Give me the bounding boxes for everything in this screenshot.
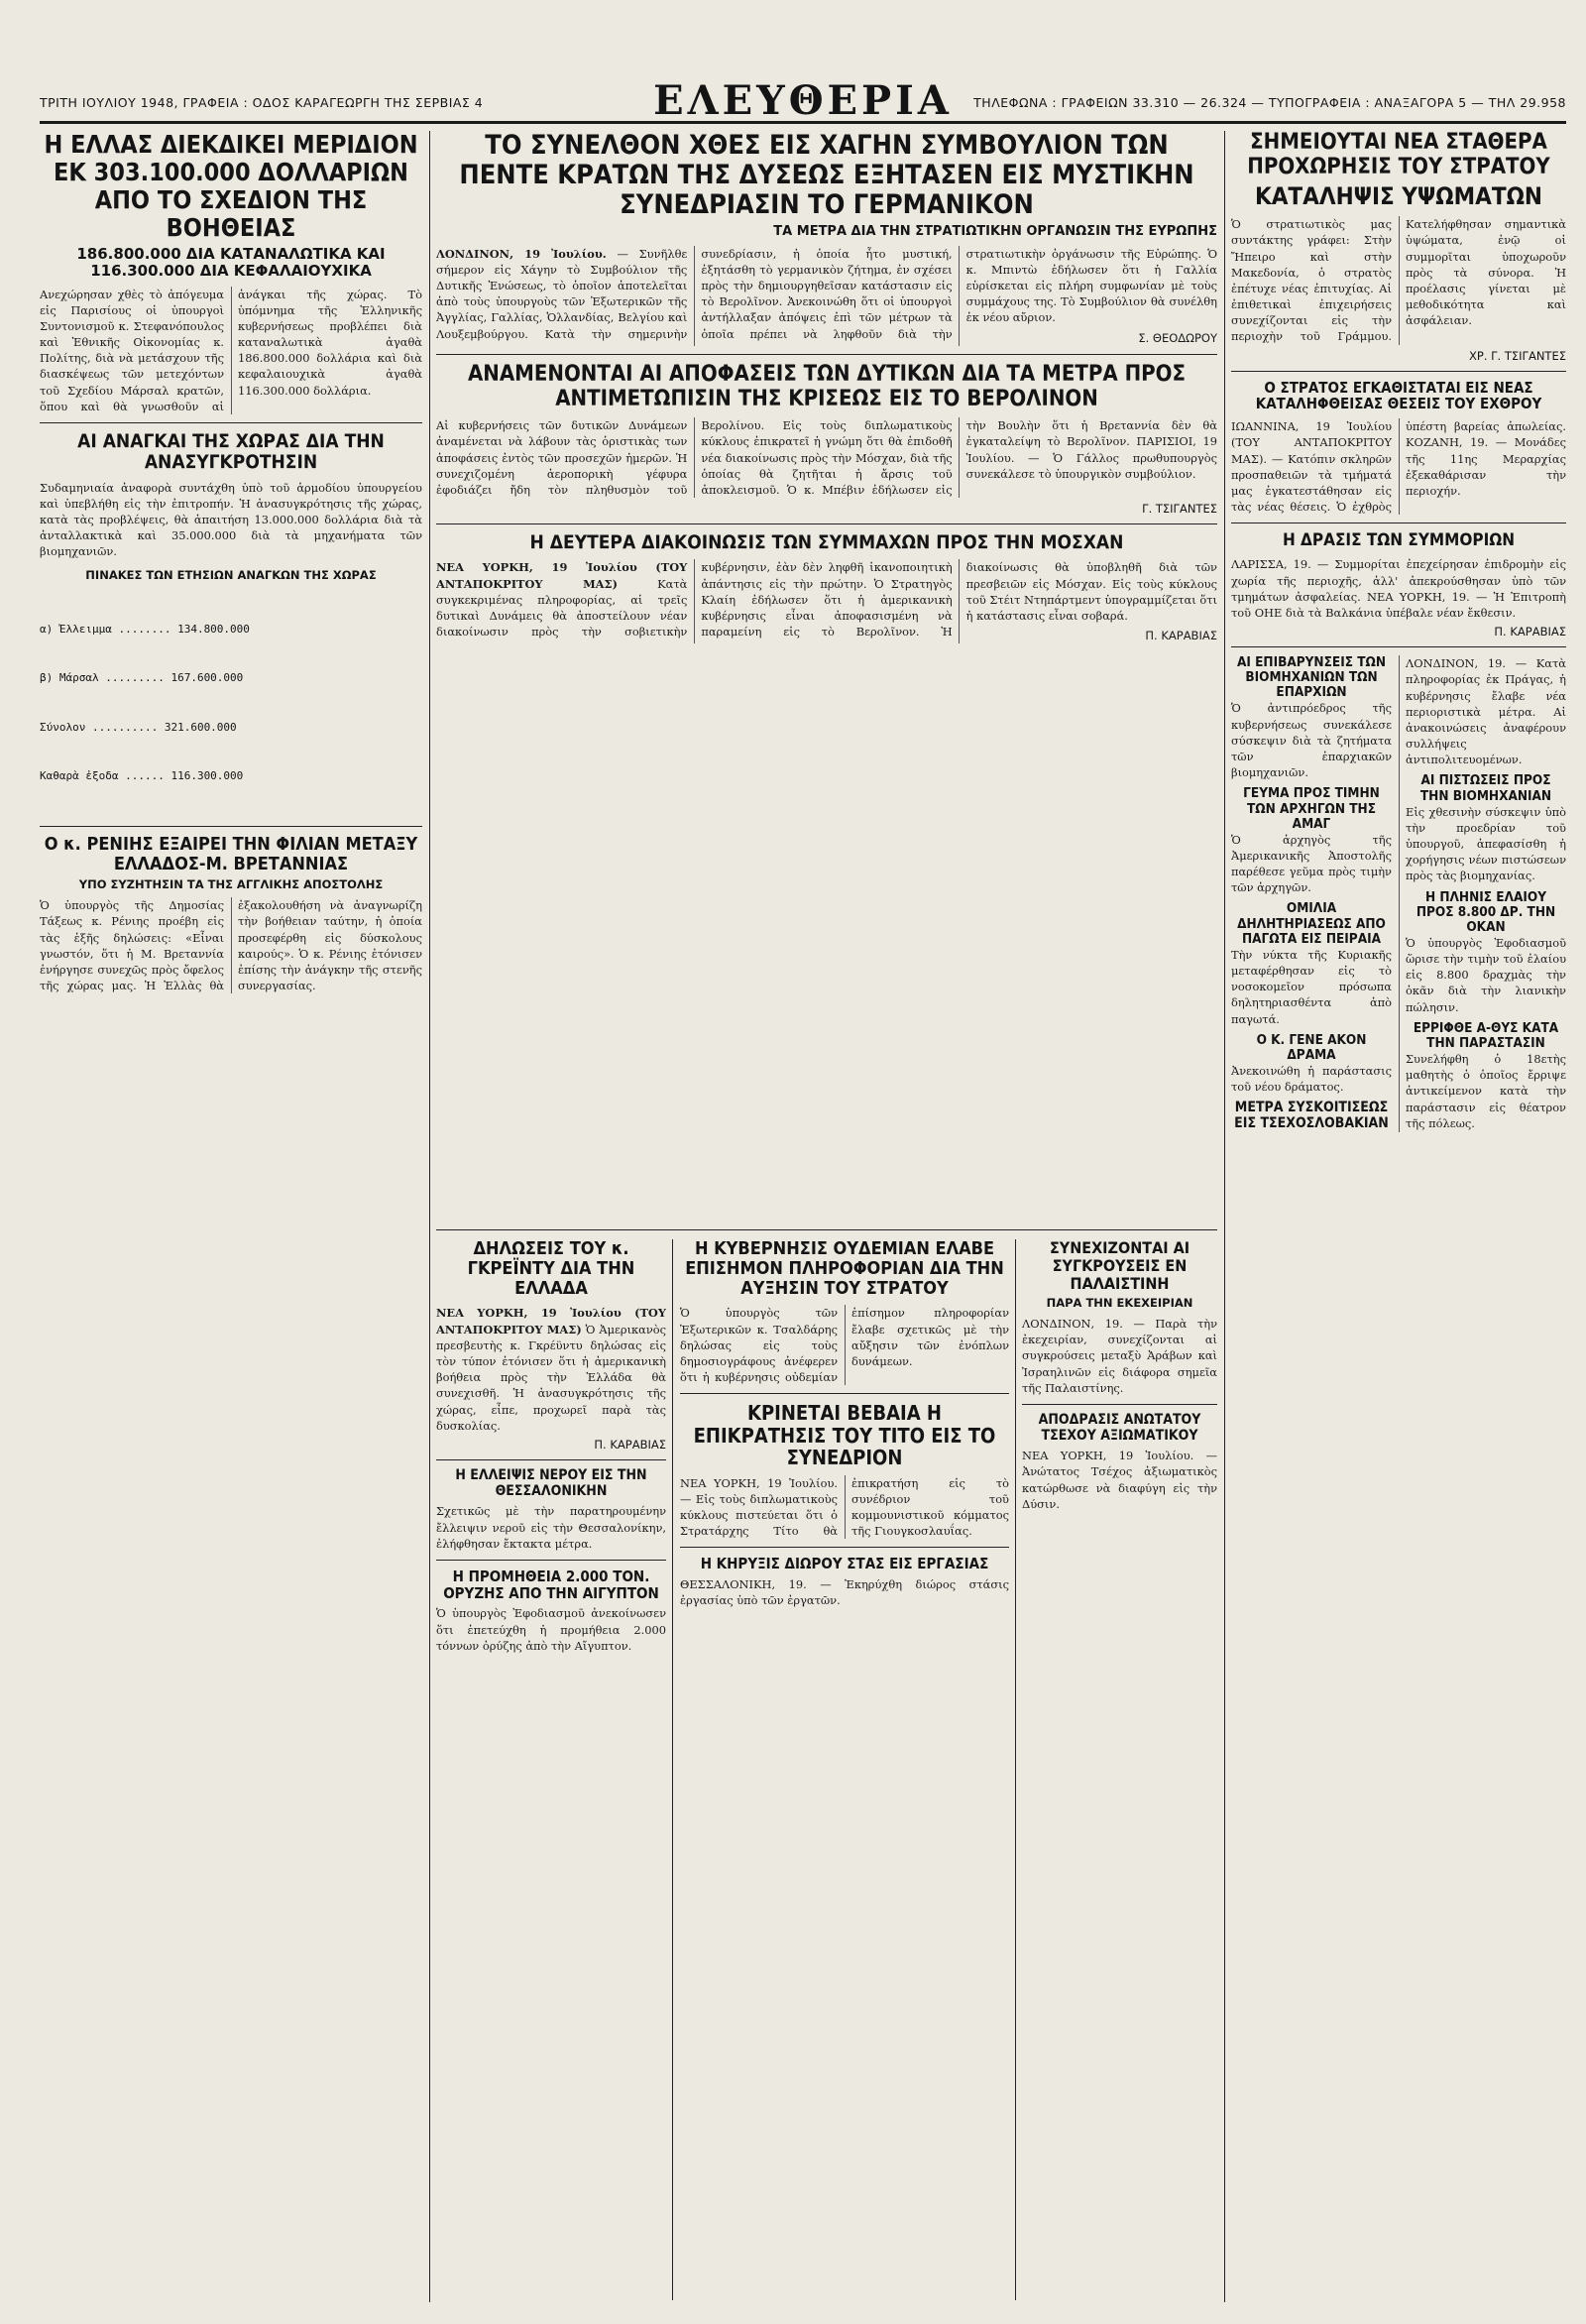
- headline-country-needs: ΑΙ ΑΝΑΓΚΑΙ ΤΗΣ ΧΩΡΑΣ ΔΙΑ ΤΗΝ ΑΝΑΣΥΓΚΡΟΤΗΣΙΝ: [77, 430, 385, 474]
- headline-amag-dinner: ΓΕΥΜΑ ΠΡΟΣ ΤΙΜΗΝ ΤΩΝ ΑΡΧΗΓΩΝ ΤΗΣ ΑΜΑΓ: [1243, 785, 1380, 832]
- headline-theatre-incident: ΕΡΡΙΦΘΕ Α-ΘΥΣ ΚΑΤΑ ΤΗΝ ΠΑΡΑΣΤΑΣΙΝ: [1413, 1019, 1559, 1051]
- article-drama: Ἀνεκοινώθη ἡ παράστασις τοῦ νέου δράματος.: [1231, 1063, 1392, 1095]
- masthead-phones: ΤΗΛΕΦΩΝΑ : ΓΡΑΦΕΙΩΝ 33.310 — 26.324 — ΤΥΠΟΓΡΑΦΕΙΑ : ΑΝΑΞΑΓΟΡΑ 5 — ΤΗΛ 29.958: [973, 95, 1566, 110]
- masthead: [40, 69, 1566, 124]
- headline-icecream-poisoning: ΟΜΙΛΙΑ ΔΗΛΗΤΗΡΙΑΣΕΩΣ ΑΠΟ ΠΑΓΩΤΑ ΕΙΣ ΠΕΙΡΑΙΑ: [1237, 900, 1386, 947]
- article-army-advance: Ὁ στρατιωτικὸς μας συντάκτης γράφει: Στὴν Ἤπειρο καὶ στὴν Μακεδονία, ὁ στρατὸς ἐπέτυχε νέας ἐπιτυχίας. Αἱ ἐπιθετικαὶ ἐπιχειρήσεις συνεχίζονται εἰς τὴν περιοχὴν τοῦ Γράμμου. Κατελήφθησαν σημαντικὰ ὑψώματα, ἐνῷ οἱ συμμορῖται ὑποχωροῦν πρὸς τὰ σύνορα. Ἡ προέλασις γίνεται μὲ μεθοδικότητα καὶ ἀσφάλειαν.: [1231, 217, 1566, 344]
- masthead-date-address: ΤΡΙΤΗ ΙΟΥΛΙΟΥ 1948, ΓΡΑΦΕΙΑ : ΟΔΟΣ ΚΑΡΑΓΕΩΡΓΗ ΤΗΣ ΣΕΡΒΙΑΣ 4: [40, 95, 484, 110]
- dateline: ΝΕΑ ΥΟΡΚΗ, 19 Ἰουλίου (ΤΟΥ ΑΝΤΑΠΟΚΡΙΤΟΥ ΜΑΣ): [436, 1306, 666, 1336]
- headline-industry-credits: ΑΙ ΠΙΣΤΩΣΕΙΣ ΠΡΟΣ ΤΗΝ ΒΙΟΜΗΧΑΝΙΑΝ: [1419, 772, 1552, 804]
- column-rule: [429, 131, 430, 2302]
- article-icecream-poisoning: Τὴν νύκτα τῆς Κυριακῆς μεταφέρθησαν εἰς τὸ νοσοκομεῖον πρόσωπα δηλητηριασθέντα ἀπὸ παγωτά.: [1231, 947, 1392, 1026]
- article-text: Ὁ Ἀμερικανὸς πρεσβευτὴς κ. Γκρέϋντυ δηλώσας εἰς τὸν τύπον ἐτόνισεν ὅτι ἡ ἀμερικανικὴ βοήθεια πρὸς τὴν Ἑλλάδα θὰ συνεχισθῆ. Ἡ ἀνασυγκρότησις τῆς χώρας, εἶπε, προχωρεῖ παρὰ τὰς δυσκολίας.: [436, 1322, 666, 1433]
- headline-hague-council: ΤΟ ΣΥΝΕΛΘΟΝ ΧΘΕΣ ΕΙΣ ΧΑΓΗΝ ΣΥΜΒΟΥΛΙΟΝ ΤΩΝ ΠΕΝΤΕ ΚΡΑΤΩΝ ΤΗΣ ΔΥΣΕΩΣ ΕΞΗΤΑΣΕΝ ΕΙΣ ΜΥΣΤΙΚΗΝ ΣΥΝΕΔΡΙΑΣΙΝ ΤΟ ΓΕΡΜΑΝΙΚΟΝ: [459, 131, 1194, 221]
- article-amag-dinner: Ὁ ἀρχηγὸς τῆς Ἀμερικανικῆς Ἀποστολῆς παρέθεσε γεῦμα πρὸς τιμὴν τῶν ἀρχηγῶν.: [1231, 832, 1392, 895]
- headline-water-shortage: Η ΕΛΛΕΙΨΙΣ ΝΕΡΟΥ ΕΙΣ ΤΗΝ ΘΕΣΣΑΛΟΝΙΚΗΝ: [455, 1466, 647, 1499]
- table-row: Σύνολον .......... 321.600.000: [40, 720, 237, 734]
- table-row: β) Μάρσαλ ......... 167.600.000: [40, 671, 244, 685]
- subhead-british-mission: ΥΠΟ ΣΥΖΗΤΗΣΙΝ ΤΑ ΤΗΣ ΑΓΓΛΙΚΗΣ ΑΠΟΣΤΟΛΗΣ: [78, 877, 384, 891]
- article-oil-price: Ὁ ὑπουργὸς Ἐφοδιασμοῦ ὥρισε τὴν τιμὴν τοῦ ἐλαίου εἰς 8.800 δραχμὰς τὴν ὀκᾶν διὰ τὴν λιανικὴν πώλησιν.: [1406, 935, 1566, 1014]
- article-hague: [436, 246, 1217, 346]
- divider: [1022, 1404, 1217, 1405]
- headline-rice-supply: Η ΠΡΟΜΗΘΕΙΑ 2.000 ΤΟΝ. ΟΡΥΖΗΣ ΑΠΟ ΤΗΝ ΑΙΓΥΠΤΟΝ: [443, 1567, 659, 1602]
- headline-army-advance: ΣΗΜΕΙΟΥΤΑΙ ΝΕΑ ΣΤΑΘΕΡΑ ΠΡΟΧΩΡΗΣΙΣ ΤΟΥ ΣΤΡΑΤΟΥ: [1247, 131, 1550, 179]
- divider: [40, 826, 422, 827]
- article-text: Κατὰ συγκεκριμένας πληροφορίας, αἱ τρεῖς δυτικαὶ Δυνάμεις θὰ ἀποστείλουν νέαν διακοίνωσιν πρὸς τὴν σοβιετικὴν κυβέρνησιν, ἐὰν δὲν ληφθῆ ἱκανοποιητικὴ ἀπάντησις εἰς τὴν πρώτην. Ὁ Στρατηγὸς Κλαίη ἐδήλωσεν ὅτι ἡ ἀμερικανικὴ κυβέρνησις εἶναι ἀποφασισμένη νὰ παραμείνη εἰς τὸ Βερολῖνον. Ἡ διακοίνωσις θὰ ὑποβληθῆ διὰ τῶν πρεσβειῶν εἰς Μόσχαν. Εἰς τοὺς κύκλους τοῦ Στέιτ Ντηπάρτμεντ ὑπογραμμίζεται ὅτι ἡ κατάστασις εἶναι σοβαρά.: [436, 560, 1217, 639]
- table-row: Καθαρὰ ἐξοδα ...... 116.300.000: [40, 769, 244, 783]
- article-text: — Συνῆλθε σήμερον εἰς Χάγην τὸ Συμβούλιον τῆς Δυτικῆς Ἑνώσεως, τὸ ὁποῖον ἀποτελεῖται ἀπὸ τοὺς ὑπουργοὺς τῶν Ἐξωτερικῶν τῆς Ἀγγλίας, Γαλλίας, Ὁλλανδίας, Βελγίου καὶ Λουξεμβούργου. Κατὰ τὴν σημερινὴν συνεδρίασιν, ἡ ὁποία ἦτο μυστική, ἐξητάσθη τὸ γερμανικὸν ζήτημα, ἐν σχέσει πρὸς τὴν δημιουργηθεῖσαν κατάστασιν εἰς τὸ Βερολῖνον. Ἀνεκοινώθη ὅτι οἱ ὑπουργοὶ ἀντήλλαξαν ἀπόψεις ἐπὶ τῶν μέτρων τὰ ὁποῖα πρέπει νὰ ληφθοῦν διὰ τὴν στρατιωτικὴν ὀργάνωσιν τῆς Εὐρώπης. Ὁ κ. Μπιντὼ ἐδήλωσεν ὅτι ἡ Γαλλία εὑρίσκεται εἰς πλήρη συμφωνίαν μὲ τοὺς συμμάχους της. Τὸ Συμβούλιον θὰ συνέλθη ἐκ νέου αὔριον.: [436, 246, 1217, 341]
- headline-army-increase: Η ΚΥΒΕΡΝΗΣΙΣ ΟΥΔΕΜΙΑΝ ΕΛΑΒΕ ΕΠΙΣΗΜΟΝ ΠΛΗΡΟΦΟΡΙΑΝ ΔΙΑ ΤΗΝ ΑΥΞΗΣΙΝ ΤΟΥ ΣΤΡΑΤΟΥ: [685, 1239, 1004, 1300]
- left-column: [40, 131, 422, 2302]
- headline-greece-claims: Η ΕΛΛΑΣ ΔΙΕΚΔΙΚΕΙ ΜΕΡΙΔΙΟΝ ΕΚ 303.100.000 ΔΟΛΛΑΡΙΩΝ ΑΠΟ ΤΟ ΣΧΕΔΙΟΝ ΤΗΣ ΒΟΗΘΕΙΑΣ: [44, 131, 418, 242]
- headline-czech-officer: ΑΠΟΔΡΑΣΙΣ ΑΝΩΤΑΤΟΥ ΤΣΕΧΟΥ ΑΞΙΩΜΑΤΙΚΟΥ: [1038, 1411, 1201, 1444]
- bottom-right-block: [1022, 1239, 1217, 2300]
- divider: [436, 523, 1217, 524]
- headline-army-positions: Ο ΣΤΡΑΤΟΣ ΕΓΚΑΘΙΣΤΑΤΑΙ ΕΙΣ ΝΕΑΣ ΚΑΤΑΛΗΦΘΕΙΣΑΣ ΘΕΣΕΙΣ ΤΟΥ ΕΧΘΡΟΥ: [1255, 378, 1542, 413]
- article-grady: [436, 1305, 666, 1434]
- article-water-shortage: Σχετικῶς μὲ τὴν παρατηρουμένην ἔλλειψιν νεροῦ εἰς τὴν Θεσσαλονίκην, ἐλήφθησαν ἔκτακτα μέτρα.: [436, 1504, 666, 1551]
- divider: [1231, 371, 1566, 372]
- article-berlin: Αἱ κυβερνήσεις τῶν δυτικῶν Δυνάμεων ἀναμένεται νὰ λάβουν τὰς ὁριστικὰς των ἀποφάσεις ἐντὸς τῶν προσεχῶν ἡμερῶν. Ἡ συνεχιζομένη ἀεροπορικὴ γέφυρα ἐφοδιάζει ἤδη τὸν πληθυσμὸν τοῦ Βερολίνου. Εἰς τοὺς διπλωματικοὺς κύκλους ἐπικρατεῖ ἡ γνώμη ὅτι θὰ ἐπιδοθῆ νέα διακοίνωσις πρὸς τὴν Μόσχαν, διὰ τῆς ὁποίας θὰ ζητῆται ἡ ἄρσις τοῦ ἀποκλεισμοῦ. Ὁ κ. Μπέβιν ἐδήλωσεν εἰς τὴν Βουλὴν ὅτι ἡ Βρεταννία δὲν θὰ ἐγκαταλείψη τὸ Βερολῖνον. ΠΑΡΙΣΙΟΙ, 19 Ἰουλίου. — Ὁ Γάλλος πρωθυπουργὸς συνεκάλεσε τὸ ὑπουργικὸν συμβούλιον.: [436, 418, 1217, 497]
- divider: [1231, 646, 1566, 647]
- column-rule: [1015, 1239, 1016, 2300]
- article-greece-aid: Ανεχώρησαν χθὲς τὸ ἀπόγευμα εἰς Παρισίους οἱ ὑπουργοὶ Συντονισμοῦ κ. Στεφανόπουλος καὶ Ἐθνικῆς Οἰκονομίας κ. Πολίτης, διὰ νὰ μετάσχουν τῆς διασκέψεως τῶν μετεχόντων τοῦ Σχεδίου Μάρσαλ κρατῶν, ὅπου καὶ θὰ γνωσθοῦν αἱ ἀνάγκαι τῆς χώρας. Τὸ ὑπόμνημα τῆς Ἑλληνικῆς κυβερνήσεως προβλέπει διὰ καταναλωτικὰ ἀγαθὰ 186.800.000 δολλάρια καὶ διὰ κεφαλαιουχικὰ ἀγαθὰ 116.300.000 δολλάρια.: [40, 287, 422, 413]
- article-reconstruction: Συδαμηνιαία ἀναφορὰ συντάχθη ὑπὸ τοῦ ἁρμοδίου ὑπουργείου καὶ ὑπεβλήθη εἰς τὴν ἐπιτροπήν. Ἡ ἀνασυγκρότησις τῆς χώρας, κατὰ τὰς προβλέψεις, θὰ ἀπαιτήση 13.000.000 δολλάρια διὰ τὰ ἀνταλλακτικὰ καὶ 35.000.000 διὰ τὰ μηχανήματα τῶν βιομηχανιῶν.: [40, 480, 422, 559]
- headline-allied-note: Η ΔΕΥΤΕΡΑ ΔΙΑΚΟΙΝΩΣΙΣ ΤΩΝ ΣΥΜΜΑΧΩΝ ΠΡΟΣ ΤΗΝ ΜΟΣΧΑΝ: [529, 531, 1124, 554]
- bottom-left-block: [436, 1239, 666, 2300]
- headline-berlin-crisis: ΑΝΑΜΕΝΟΝΤΑΙ ΑΙ ΑΠΟΦΑΣΕΙΣ ΤΩΝ ΔΥΤΙΚΩΝ ΔΙΑ ΤΑ ΜΕΤΡΑ ΠΡΟΣ ΑΝΤΙΜΕΤΩΠΙΣΙΝ ΤΗΣ ΚΡΙΣΕΩΣ ΕΙΣ ΤΟ ΒΕΡΟΛΙΝΟΝ: [467, 361, 1186, 411]
- section-rule: [436, 1229, 1217, 1230]
- article-czechoslovakia: ΛΟΝΔΙΝΟΝ, 19. — Κατὰ πληροφορίας ἐκ Πράγας, ἡ κυβέρνησις ἔλαβε νέα περιοριστικὰ μέτρα. Αἱ ἀνακοινώσεις ἀναφέρουν συλλήψεις ἀντιπολιτευομένων.: [1406, 656, 1566, 767]
- headline-renis: Ο κ. ΡΕΝΙΗΣ ΕΞΑΙΡΕΙ ΤΗΝ ΦΙΛΙΑΝ ΜΕΤΑΞΥ ΕΛΛΑΔΟΣ-Μ. ΒΡΕΤΑΝΝΙΑΣ: [44, 833, 418, 874]
- headline-grady: ΔΗΛΩΣΕΙΣ ΤΟΥ κ. ΓΚΡΕΪΝΤΥ ΔΙΑ ΤΗΝ ΕΛΛΑΔΑ: [467, 1239, 635, 1300]
- dateline: ΛΟΝΔΙΝΟΝ, 19 Ἰουλίου.: [436, 246, 607, 261]
- right-bottom-briefs: [1231, 655, 1566, 1132]
- article-renis: Ὁ ὑπουργὸς τῆς Δημοσίας Τάξεως κ. Ρένιης προέβη εἰς τὰς ἑξῆς δηλώσεις: «Εἶναι γνωστόν, ὅτι ἡ Μ. Βρεταννία ἐνήργησε συνεχῶς πρὸς ὄφελος τῆς χώρας μας. Ἡ Ἑλλὰς θὰ ἐξακολουθήση νὰ ἀναγνωρίζη τὴν βοήθειαν ταύτην, ἡ ὁποία προσεφέρθη εἰς δύσκολους καιρούς». Ὁ κ. Ρένιης ἐτόνισεν ἐπίσης τὴν ἀνάγκην τῆς στενῆς συνεργασίας.: [40, 898, 422, 993]
- center-column: [436, 131, 1217, 1221]
- article-theatre-incident: Συνελήφθη ὁ 18ετὴς μαθητὴς ὁ ὁποῖος ἔρριψε ἀντικείμενον κατὰ τὴν παράστασιν εἰς θέατρον τῆς πόλεως.: [1406, 1052, 1566, 1130]
- headline-palestine: ΣΥΝΕΧΙΖΟΝΤΑΙ ΑΙ ΣΥΓΚΡΟΥΣΕΙΣ ΕΝ ΠΑΛΑΙΣΤΙΝΗ: [1049, 1239, 1190, 1293]
- divider: [40, 422, 422, 423]
- column-rule: [672, 1239, 673, 2300]
- needs-table: [40, 589, 422, 818]
- column-rule: [1224, 131, 1225, 2302]
- subhead-military-organization: ΤΑ ΜΕΤΡΑ ΔΙΑ ΤΗΝ ΣΤΡΑΤΙΩΤΙΚΗΝ ΟΡΓΑΝΩΣΙΝ ΤΗΣ ΕΥΡΩΠΗΣ: [773, 223, 1217, 239]
- newspaper-title: ΕΛΕΥΘΕΡΙΑ: [653, 77, 953, 124]
- byline: Γ. ΤΣΙΓΑΝΤΕΣ: [1142, 502, 1217, 517]
- byline: Π. ΚΑΡΑΒΙΑΣ: [1494, 625, 1566, 639]
- article-czech-officer: ΝΕΑ ΥΟΡΚΗ, 19 Ἰουλίου. — Ἀνώτατος Τσέχος ἀξιωματικὸς κατώρθωσε νὰ διαφύγη εἰς τὴν Δύσιν.: [1022, 1449, 1217, 1511]
- bottom-middle-block: [680, 1239, 1009, 2300]
- divider: [436, 354, 1217, 355]
- article-allied-note: [436, 559, 1217, 643]
- article-tito: ΝΕΑ ΥΟΡΚΗ, 19 Ἰουλίου. — Εἰς τοὺς διπλωματικοὺς κύκλους πιστεύεται ὅτι ὁ Στρατάρχης Τίτο θὰ ἐπικρατήση εἰς τὸ συνέδριον τοῦ κομμουνιστικοῦ κόμματος τῆς Γιουγκοσλαυΐας.: [680, 1475, 1009, 1539]
- headline-czechoslovakia: ΜΕΤΡΑ ΣΥΣΚΟΙΤΙΣΕΩΣ ΕΙΣ ΤΣΕΧΟΣΛΟΒΑΚΙΑΝ: [1234, 1100, 1389, 1131]
- headline-industry-burdens: ΑΙ ΕΠΙΒΑΡΥΝΣΕΙΣ ΤΩΝ ΒΙΟΜΗΧΑΝΙΩΝ ΤΩΝ ΕΠΑΡΧΙΩΝ: [1236, 654, 1387, 701]
- divider: [680, 1393, 1009, 1394]
- headline-oil-price: Η ΠΛΗΝΙΣ ΕΛΑΙΟΥ ΠΡΟΣ 8.800 ΔΡ. ΤΗΝ ΟΚΑΝ: [1416, 888, 1556, 935]
- subhead-truce: ΠΑΡΑ ΤΗΝ ΕΚΕΧΕΙΡΙΑΝ: [1046, 1295, 1193, 1310]
- headline-tito: ΚΡΙΝΕΤΑΙ ΒΕΒΑΙΑ Η ΕΠΙΚΡΑΤΗΣΙΣ ΤΟΥ ΤΙΤΟ ΕΙΣ ΤΟ ΣΥΝΕΔΡΙΟΝ: [693, 1401, 996, 1470]
- byline: Σ. ΘΕΟΔΩΡΟΥ: [1138, 330, 1217, 345]
- subhead-amounts: 186.800.000 ΔΙΑ ΚΑΤΑΝΑΛΩΤΙΚΑ ΚΑΙ 116.300.000 ΔΙΑ ΚΕΦΑΛΑΙΟΥΧΙΚΑ: [76, 245, 386, 281]
- article-rice-supply: Ὁ ὑπουργὸς Ἐφοδιασμοῦ ἀνεκοίνωσεν ὅτι ἐπετεύχθη ἡ προμήθεια 2.000 τόννων ὀρύζης ἀπὸ τὴν Αἴγυπτον.: [436, 1606, 666, 1653]
- divider: [680, 1547, 1009, 1548]
- article-bands-activity: ΛΑΡΙΣΣΑ, 19. — Συμμορίται ἐπεχείρησαν ἐπιδρομὴν εἰς χωρία τῆς περιοχῆς, ἀλλ' ἀπεκρούσθησαν ὑπὸ τῶν τμημάτων ἀσφαλείας. ΝΕΑ ΥΟΡΚΗ, 19. — Ἡ Ἐπιτροπὴ τοῦ ΟΗΕ διὰ τὰ Βαλκάνια ὑπέβαλε νέαν ἔκθεσιν.: [1231, 557, 1566, 620]
- byline: Π. ΚΑΡΑΒΙΑΣ: [1145, 629, 1217, 643]
- headline-drama: Ο Κ. ΓΕΝΕ ΑΚΟΝ ΔΡΑΜΑ: [1256, 1031, 1367, 1063]
- right-column: [1231, 131, 1566, 2302]
- divider: [436, 1459, 666, 1460]
- article-palestine: ΛΟΝΔΙΝΟΝ, 19. — Παρὰ τὴν ἐκεχειρίαν, συνεχίζονται αἱ συγκρούσεις μεταξὺ Ἀράβων καὶ Ἰσραηλινῶν εἰς διάφορα σημεῖα τῆς Παλαιστίνης.: [1022, 1316, 1217, 1395]
- dateline: ΝΕΑ ΥΟΡΚΗ, 19 Ἰουλίου (ΤΟΥ ΑΝΤΑΠΟΚΡΙΤΟΥ ΜΑΣ): [436, 560, 688, 591]
- headline-strike: Η ΚΗΡΥΞΙΣ ΔΙΩΡΟΥ ΣΤΑΣ ΕΙΣ ΕΡΓΑΣΙΑΣ: [700, 1555, 989, 1573]
- byline: Π. ΚΑΡΑΒΙΑΣ: [594, 1437, 666, 1452]
- table-row: α) Ἐλλειμμα ........ 134.800.000: [40, 622, 250, 636]
- byline: ΧΡ. Γ. ΤΣΙΓΑΝΤΕΣ: [1469, 348, 1566, 363]
- article-army-increase: Ὁ ὑπουργὸς τῶν Ἐξωτερικῶν κ. Τσαλδάρης δηλώσας εἰς τοὺς δημοσιογράφους ἀνέφερεν ὅτι ἡ κυβέρνησις οὐδεμίαν ἐπίσημον πληροφορίαν ἔλαβε σχετικῶς μὲ τὴν αὔξησιν τῶν ἐνόπλων δυνάμεων.: [680, 1306, 1009, 1385]
- article-strike: ΘΕΣΣΑΛΟΝΙΚΗ, 19. — Ἐκηρύχθη διώρος στάσις ἐργασίας ὑπὸ τῶν ἐργατῶν.: [680, 1577, 1009, 1608]
- headline-heights-captured: ΚΑΤΑΛΗΨΙΣ ΥΨΩΜΑΤΩΝ: [1254, 182, 1542, 211]
- divider: [436, 1560, 666, 1561]
- article-industry-credits: Εἰς χθεσινὴν σύσκεψιν ὑπὸ τὴν προεδρίαν τοῦ ὑπουργοῦ, ἀπεφασίσθη ἡ χορήγησις νέων πιστώσεων πρὸς τὰς βιομηχανίας.: [1406, 804, 1566, 883]
- article-industry-burdens: Ὁ ἀντιπρόεδρος τῆς κυβερνήσεως συνεκάλεσε σύσκεψιν διὰ τὰ ζητήματα τῶν ἐπαρχιακῶν βιομηχανιῶν.: [1231, 701, 1392, 780]
- table-title: ΠΙΝΑΚΕΣ ΤΩΝ ΕΤΗΣΙΩΝ ΑΝΑΓΚΩΝ ΤΗΣ ΧΩΡΑΣ: [85, 568, 377, 583]
- article-army-positions: ΙΩΑΝΝΙΝΑ, 19 Ἰουλίου (ΤΟΥ ΑΝΤΑΠΟΚΡΙΤΟΥ ΜΑΣ). — Κατόπιν σκληρῶν προσπαθειῶν τὰ τμήματά μας ἐγκατεστάθησαν εἰς τὰς νέας θέσεις. Ὁ ἐχθρὸς ὑπέστη βαρείας ἀπωλείας. ΚΟΖΑΝΗ, 19. — Μονάδες τῆς 11ης Μεραρχίας ἐξεκαθάρισαν τὴν περιοχήν.: [1231, 419, 1566, 515]
- headline-bands-activity: Η ΔΡΑΣΙΣ ΤΩΝ ΣΥΜΜΟΡΙΩΝ: [1282, 530, 1516, 551]
